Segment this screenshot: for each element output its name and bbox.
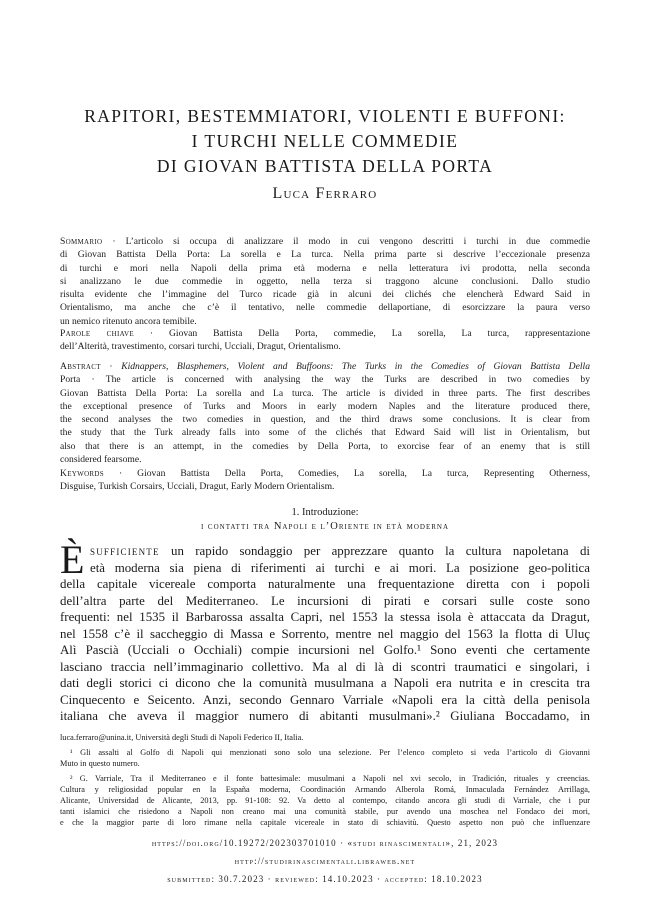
sommario-line: Sommario · L’articolo si occupa di analizzare il modo in cui vengono descritti i turchi in due commedie [60, 236, 590, 247]
parole-label: Parole chiave [60, 328, 134, 339]
body-line: lasciano traccia nell’immaginario collettivo. Ma al di là di scontri traumatici e singolari, i [60, 659, 590, 674]
body-line: italiana che aveva il maggior numero di abitanti musulmani».² Giuliana Boccadamo, in [60, 709, 590, 724]
article-title [60, 104, 590, 179]
body-line: Alì Pascià (Ucciali o Occhiali) compie incursioni nel Golfo.¹ Sono eventi che certamente [60, 643, 590, 658]
abstract-line: the second analyses the two comedies in question, and the third draws some conclusions. It is clear from [60, 414, 590, 426]
footnote-2-line: Alicante, Universidad de Alicante, 2013, pp. 91-108: 92. Va detto al contempo, citando ancora gli studi di Varriale, che i pur [60, 796, 590, 806]
sommario-block [60, 235, 590, 328]
sommario-label: Sommario [60, 236, 103, 247]
body-line: nel 1558 c’è il saccheggio di Massa e Sorrento, mentre nel maggio del 1563 la flotta di Uluç [60, 626, 590, 641]
footnote-2-line: tanti islamici che risiedono a Napoli non creano mai una comunità stabile, pur avendo una moschea nel Fondaco dei mori, [60, 807, 590, 817]
keywords-block [60, 467, 590, 494]
footnotes [60, 732, 590, 829]
author-affiliation: luca.ferraro@unina.it, Università degli Studi di Napoli Federico II, Italia. [60, 733, 304, 742]
title-line-1: RAPITORI, BESTEMMIATORI, VIOLENTI E BUFFONI: [84, 106, 566, 126]
sommario-line: risulta evidente che l’immagine del Turco ricade già in alcuni dei clichés che elencherà Edward Said in [60, 289, 590, 301]
sommario-line: di turchi e mori nella Napoli della prima età moderna e nella letteratura ivi prodotta, nella seconda [60, 262, 590, 274]
body-line: sufficiente un rapido sondaggio per apprezzare quanto la cultura napoletana di [90, 544, 590, 558]
footnote-2-line: ² G. Varriale, Tra il Mediterraneo e il fonte battesimale: musulmani a Napoli nel xvi secolo, in Tradición, rituales y creencias. [70, 773, 590, 783]
article-author: Luca Ferraro [272, 185, 378, 202]
title-line-3: DI GIOVAN BATTISTA DELLA PORTA [156, 156, 494, 176]
abstract-line: the exceptional presence of Turks and Moors in early modern Naples and the literature produced there, [60, 400, 590, 412]
parole-chiave-block [60, 327, 590, 354]
sommario-line: un nemico ritenuto ancora temibile. [60, 315, 197, 327]
parole-line: Parole chiave · Giovan Battista Della Porta, commedie, La sorella, La turca, rappresentazione [60, 328, 590, 339]
section-subtitle: i contatti tra Napoli e l’Oriente in età moderna [200, 521, 450, 532]
drop-cap: È [60, 537, 85, 582]
lead-word: sufficiente [90, 544, 160, 558]
abstract-line: Giovan Battista Della Porta: La sorella and La turca. The article is divided in three parts. The first describes [60, 387, 590, 399]
abstract-label: Abstract [60, 361, 101, 372]
body-line: della capitale vicereale comporta naturalmente una frequentazione diretta con i popoli [60, 577, 590, 592]
body-line: età moderna sia piena di riferimenti ai turchi e ai mori. La posizione geo-politica [90, 560, 590, 575]
body-line: frequenti: nel 1535 il Barbarossa assalta Capri, nel 1553 la stessa isola è attaccata da Dragut, [60, 610, 590, 625]
sommario-line: si analizzano le due commedie in oggetto, nella terza si traggono alcune conclusioni. Dallo studio [60, 275, 590, 287]
footer-url[interactable]: http://studirinascimentali.libraweb.net [234, 856, 416, 866]
keywords-line: Keywords · Giovan Battista Della Porta, Comedies, La sorella, La turca, Representing Otherness, [60, 468, 590, 479]
parole-line: dell’Alterità, travestimento, corsari turchi, Ucciali, Dragut, Orientalismo. [60, 341, 341, 353]
footnote-2-line: Cultura y religiosidad popular en la España moderna, Coordinación Armando Alberola Romá, Inmaculada Fernández Arrillaga, [60, 784, 590, 794]
section-heading [60, 506, 590, 534]
footer-dates: submitted: 30.7.2023 · reviewed: 14.10.2023 · accepted: 18.10.2023 [167, 874, 483, 884]
body-line: Cinquecento e Seicento. Anzi, secondo Gennaro Varriale «Napoli era la città della penisola [60, 692, 590, 707]
sommario-line: di Giovan Battista Della Porta: La sorella e La turca. Nella prima parte si descrive l’eccezionale presenza [60, 249, 590, 261]
footnote-2-line: e che la maggior parte di loro rimane nella capitale vicereale in stato di schiavitù. Questo aspetto non può che influenzare [60, 818, 590, 828]
abstract-line: Abstract · Kidnappers, Blasphemers, Violent and Buffoons: The Turks in the Comedies of Giovan Battista Della [60, 361, 590, 372]
abstract-line: also that there is an attempt, in the comedies by Della Porta, to exorcise fear of an enemy that is still [60, 440, 590, 452]
body-line: dati degli storici ci dicono che la comunità musulmana a Napoli era nutrita e in crescita tra [60, 676, 590, 691]
keywords-line: Disguise, Turkish Corsairs, Ucciali, Dragut, Early Modern Orientalism. [60, 481, 335, 493]
abstract-line: the study that the Turk already falls into some of the clichés that Edward Said will list in Orientalism, but [60, 427, 590, 439]
abstract-line: considered fearsome. [60, 454, 142, 466]
footnote-1-line: Muto in questo numero. [60, 759, 140, 769]
abstract-block [60, 360, 590, 466]
section-title: 1. Introduzione: [291, 507, 359, 518]
sommario-line: Orientalismo, ma anche che c’è il tentativo, nelle commedie dellaportiane, di esorcizzare la paura verso [60, 302, 590, 314]
title-line-2: I TURCHI NELLE COMMEDIE [191, 131, 459, 151]
abstract-line: Porta · The article is concerned with analysing the way the Turks are described in two comedies by [60, 374, 590, 386]
footer-doi[interactable]: https://doi.org/10.19272/202303701010 · «studi rinascimentali», 21, 2023 [151, 838, 499, 848]
body-line: dell’altra parte del Mediterraneo. Le incursioni di pirati e corsari sulle coste sono [60, 593, 590, 608]
footnote-1-line: ¹ Gli assalti al Golfo di Napoli qui menzionati sono solo una selezione. Per l’elenco completo si veda l’articolo di Giovanni [70, 748, 590, 758]
keywords-label: Keywords [60, 468, 104, 479]
body-paragraph [60, 537, 590, 725]
